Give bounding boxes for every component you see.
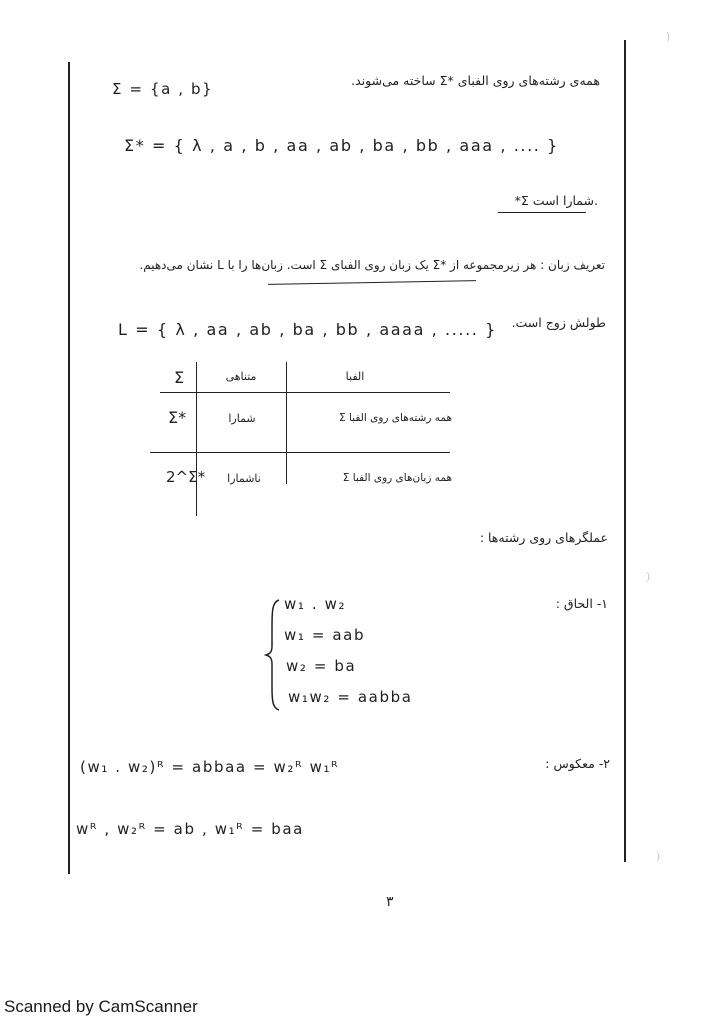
all-strings-heading: همه‌ی رشته‌های روی الفبای *Σ ساخته می‌شوند. [351,73,600,88]
table-row-line [150,452,450,453]
table-divider-2 [286,362,287,484]
operations-heading: عملگرهای روی رشته‌ها : [479,530,608,545]
table-divider-1 [196,362,197,516]
table-row-2-description: همه زبان‌های روی الفبا Σ [342,472,452,484]
table-row-1-symbol: Σ* [168,408,187,427]
concat-line-4: w₁w₂ = aabba [288,688,413,706]
reverse-formula: (w₁ . w₂)ᴿ = abbaa = w₂ᴿ w₁ᴿ [80,758,340,776]
countable-underline [498,212,586,213]
reverse-label: ۲- معکوس : [545,756,610,771]
concatenation-brace [264,598,282,712]
language-definition-underline [268,280,476,285]
sets-table [150,362,452,516]
language-definition: تعریف زبان : هر زیرمجموعه از *Σ یک زبان روی الفبای Σ است. زبان‌ها را با L نشان می‌دهیم. [139,258,605,272]
table-header-sigma: Σ [174,368,185,387]
concat-line-3: w₂ = ba [286,657,357,675]
page-number: ۳ [386,894,394,910]
table-row-1-status: شمارا [228,412,256,425]
scan-mark: ) [656,850,661,863]
table-header-line [160,392,450,393]
concat-line-1: w₁ . w₂ [284,595,347,613]
sigma-star-set: Σ* = { λ , a , b , aa , ab , ba , bb , aaa , .... } [124,136,559,155]
camscanner-footer: Scanned by CamScanner [4,997,198,1016]
table-header-alphabet: الفبا [345,370,365,383]
reverse-values: wᴿ , w₂ᴿ = ab , w₁ᴿ = baa [76,820,304,838]
concat-line-2: w₁ = aab [284,626,366,644]
left-margin-line [68,62,70,874]
scan-mark: ) [646,570,651,583]
table-row-2-symbol: 2^Σ* [166,468,206,486]
even-length-label: طولش زوج است. [511,315,606,330]
language-L-set: L = { λ , aa , ab , ba , bb , aaaa , ..... } [118,320,497,339]
table-row-1-description: همه رشته‌های روی الفبا Σ [338,412,452,424]
right-margin-line [624,40,626,862]
scan-mark: ) [666,30,671,43]
table-header-finite: متناهی [225,370,257,383]
countable-note: *Σ شمارا است. [514,193,598,208]
table-row-2-status: ناشمارا [227,472,261,485]
sigma-definition: Σ = {a , b} [112,80,214,98]
concatenation-label: ۱- الحاق : [555,596,608,611]
